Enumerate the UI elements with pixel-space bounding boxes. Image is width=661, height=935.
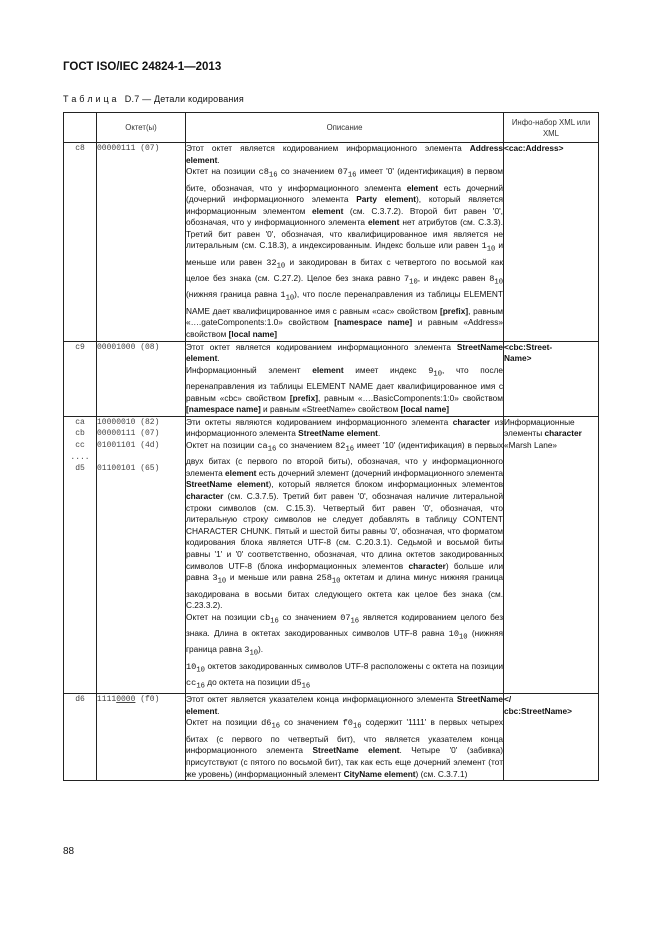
description-paragraph: $10_{10}$ октетов закодированных символов UTF-8 расположены с октета на позиции $cc_{16}$ до октета на позиции $d5_{16}$ [186, 660, 503, 691]
octet-cell [97, 452, 185, 464]
table-row [64, 416, 599, 694]
table-caption: Т а б л и ц а D.7 — Детали кодирования [63, 94, 244, 104]
row-octets [97, 416, 186, 694]
description-paragraph: Информационный элемент element имеет индекс $9_{10}$, что после перенаправления из таблицы ELEMENT NAME дает квалифицированное имя с равным «cbc» свойством [prefix], равным «….BasicComponents:1:0» свойством [namespace name] и равным «StreetName» свойством [local name] [186, 364, 504, 415]
code-cell: d6 [75, 695, 85, 705]
description-paragraph: Эти октеты являются кодированием информационного элемента character из информационного элемента StreetName element. [186, 416, 504, 439]
code-cell: c9 [75, 342, 85, 352]
description-paragraph: Октет на позиции $d6_{16}$ со значением $f0_{16}$ содержит '1111' в первых четырех битах (с первого по четвертый бит), что является указателем конца информационного элемента StreetName element. Четыре '0' (забивка) присутствуют (с пятого по восьмой бит), так как есть еще дочерний элемент (тот же уровень) (информационный элемент CityName element) (см. C.3.7.1) [186, 717, 504, 779]
row-codes [64, 341, 97, 416]
octet-cell: 01100101 (65) [97, 464, 160, 474]
row-octets [97, 143, 186, 342]
row-description [186, 341, 504, 416]
row-description [186, 143, 504, 342]
row-infoset: </ cbc:StreetName> [504, 694, 599, 781]
code-cell: d5 [75, 464, 85, 474]
octet-cell: 00000111 (07) [97, 144, 160, 153]
octet-cell: 11110000 (f0) [97, 695, 160, 705]
code-cell: c8 [75, 144, 85, 153]
description-paragraph: Этот октет является кодированием информационного элемента Address element. [186, 143, 503, 165]
row-infoset: <cbc:Street- Name> [504, 341, 599, 416]
description-paragraph: Октет на позиции $c8_{16}$ со значением $07_{16}$ имеет '0' (идентификация) в первом бите, обозначая, что у информационного элемента element есть дочерний (дочерний информационного элемента Party element), который является информационным элементом element (см. C.3.7.2). Второй бит равен '0', обозначая, что у информационного элемента element нет атрибутов (см. C.3.3). Третий бит равен '0', обозначая, что квалифицированное имя является не литеральным (см. C.18.3), а индексированным. Индекс больше или равен $1_{10}$ и меньше или равен $32_{10}$ и закодирован в битах с четвертого по восьмой как целое без знака (см. C.27.2). Целое без знака равно $7_{10}$, и индекс равен $8_{10}$ (нижняя граница равна $1_{10}$), что после перенаправления из таблицы ELEMENT NAME дает квалифицированное имя с равным «cac» свойством [prefix], равным «….gateComponents:1.0» свойством [namespace name] и равным «Address» свойством [local name] [186, 166, 504, 339]
table-row [64, 341, 599, 416]
doc-title: ГОСТ ISO/IEC 24824-1—2013 [63, 61, 222, 73]
octet-cell: 00000111 (07) [97, 429, 160, 439]
description-paragraph: Октет на позиции $cb_{16}$ со значением $07_{16}$ является кодированием целого без знака. Длина в октетах закодированных символов UTF-8 равна $10_{10}$ (нижняя граница равна $3_{10}$). [186, 611, 504, 659]
table-row [64, 694, 599, 781]
row-codes [64, 694, 97, 781]
code-cell: cc [75, 440, 85, 450]
row-description [186, 694, 504, 781]
code-cell: ca [75, 417, 85, 427]
row-codes [64, 143, 97, 342]
description-paragraph: Этот октет является кодированием информационного элемента StreetName element. [186, 341, 503, 364]
infoset-value: <cac:Address> [504, 143, 564, 153]
row-octets [97, 341, 186, 416]
header-octets: Октет(ы) [97, 113, 186, 143]
description-paragraph: Октет на позиции $ca_{16}$ со значением $82_{16}$ имеет '10' (идентификация) в первых двух битах (с первого по второй биты), обозначая, что у информационного элемента element есть дочерний элемент (дочерний информационного элемента StreetName element), который является блоком информационных элементов character (см. C.3.7.5). Третий бит равен '0', обозначая наличие литеральной строки символов (см. C.15.3). Четвертый бит равен '0', обозначая, что литеральную строку символов не следует добавлять в таблицу CONTENT CHARACTER CHUNK. Пятый и шестой биты равны '0', обозначая, что форматом кодирования блока является UTF-8 (см. C.20.3.1). Седьмой и восьмой биты равны '1' и '0' соответственно, обозначая, что длина октетов закодированных символов UTF-8 (блока информационных элементов character) больше или равна $3_{10}$ и меньше или равна $258_{10}$ октетам и длина минус нижняя граница закодирована в восьми битах следующего октета как целое без знака (см. C.23.3.2). [186, 439, 504, 611]
table-header-row [64, 113, 599, 143]
row-infoset: Информационные элементы character «Marsh Lane» [504, 416, 599, 694]
encoding-table [63, 112, 599, 781]
octet-cell: 01001101 (4d) [97, 440, 160, 450]
row-infoset [504, 143, 599, 342]
header-description: Описание [186, 113, 504, 143]
header-infoset: Инфо-набор XML или XML [504, 113, 599, 143]
header-code [64, 113, 97, 143]
code-cell: .... [70, 452, 90, 462]
page-number: 88 [63, 846, 75, 857]
code-cell: cb [75, 429, 85, 439]
octet-cell: 10000010 (82) [97, 417, 160, 427]
table-row [64, 143, 599, 342]
description-paragraph: Этот октет является указателем конца информационного элемента StreetName element. [186, 694, 503, 716]
row-octets [97, 694, 186, 781]
row-codes [64, 416, 97, 694]
row-description [186, 416, 504, 694]
octet-cell: 00001000 (08) [97, 342, 160, 352]
